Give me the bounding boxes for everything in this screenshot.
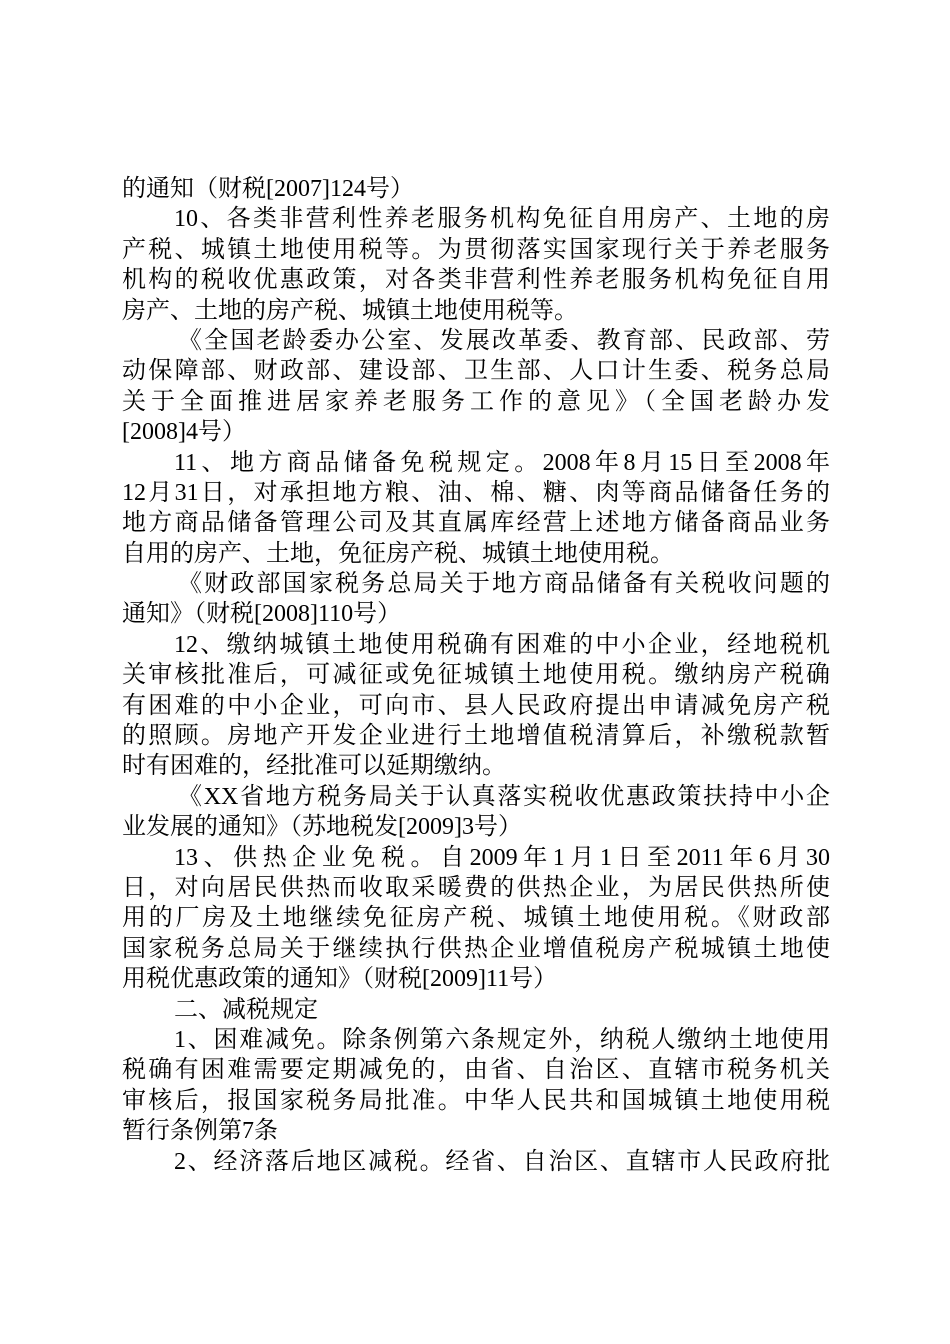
text-line: 审核后，报国家税务局批准。中华人民共和国城镇土地使用税: [122, 1087, 830, 1114]
text-line: 13、供热企业免税。自2009年1月1日至2011年6月30: [174, 844, 830, 871]
text-line: 12、缴纳城镇土地使用税确有困难的中小企业，经地税机: [174, 631, 830, 658]
text-line: 税确有困难需要定期减免的，由省、自治区、直辖市税务机关: [122, 1057, 830, 1084]
text-line: 2、经济落后地区减税。经省、自治区、直辖市人民政府批: [174, 1148, 830, 1175]
text-line: 二、减税规定: [174, 996, 318, 1023]
text-line: 12月31日，对承担地方粮、油、棉、糖、肉等商品储备任务的: [122, 479, 830, 506]
text-line: 国家税务总局关于继续执行供热企业增值税房产税城镇土地使: [122, 935, 830, 962]
text-line: 《XX省地方税务局关于认真落实税收优惠政策扶持中小企: [178, 783, 830, 810]
text-line: 11、地方商品储备免税规定。2008年8月15日至2008年: [174, 449, 830, 476]
text-line: 关审核批准后，可减征或免征城镇土地使用税。缴纳房产税确: [122, 662, 830, 689]
text-line: 用的厂房及土地继续免征房产税、城镇土地使用税。《财政部: [122, 905, 830, 932]
text-line: 业发展的通知》（苏地税发[2009]3号）: [122, 814, 522, 841]
text-line: 的通知（财税[2007]124号）: [122, 176, 414, 202]
text-line: 《财政部国家税务总局关于地方商品储备有关税收问题的: [178, 571, 830, 598]
text-line: 有困难的中小企业，可向市、县人民政府提出申请减免房产税: [122, 692, 830, 719]
text-line: 关于全面推进居家养老服务工作的意见》（全国老龄办发: [122, 388, 830, 415]
text-line: 地方商品储备管理公司及其直属库经营上述地方储备商品业务: [122, 510, 830, 537]
document-body: [122, 174, 830, 1177]
text-line: 房产、土地的房产税、城镇土地使用税等。: [122, 297, 578, 324]
text-line: 产税、城镇土地使用税等。为贯彻落实国家现行关于养老服务: [122, 236, 830, 263]
text-line: 暂行条例第7条: [122, 1118, 278, 1145]
text-line: 自用的房产、土地，免征房产税、城镇土地使用税。: [122, 540, 674, 567]
text-line: 1、困难减免。除条例第六条规定外，纳税人缴纳土地使用: [174, 1026, 830, 1053]
text-line: 的照顾。房地产开发企业进行土地增值税清算后，补缴税款暂: [122, 723, 830, 750]
text-line: 日，对向居民供热而收取采暖费的供热企业，为居民供热所使: [122, 874, 830, 901]
text-line: 时有困难的，经批准可以延期缴纳。: [122, 753, 506, 780]
text-line: 动保障部、财政部、建设部、卫生部、人口计生委、税务总局: [122, 358, 830, 385]
text-line: 《全国老龄委办公室、发展改革委、教育部、民政部、劳: [178, 327, 830, 354]
text-line: 10、各类非营利性养老服务机构免征自用房产、土地的房: [174, 206, 830, 233]
text-line: 通知》（财税[2008]110号）: [122, 601, 402, 628]
text-line: 机构的税收优惠政策，对各类非营利性养老服务机构免征自用: [122, 267, 830, 294]
text-line: [2008]4号）: [122, 419, 246, 446]
text-line: 用税优惠政策的通知》（财税[2009]11号）: [122, 966, 558, 993]
